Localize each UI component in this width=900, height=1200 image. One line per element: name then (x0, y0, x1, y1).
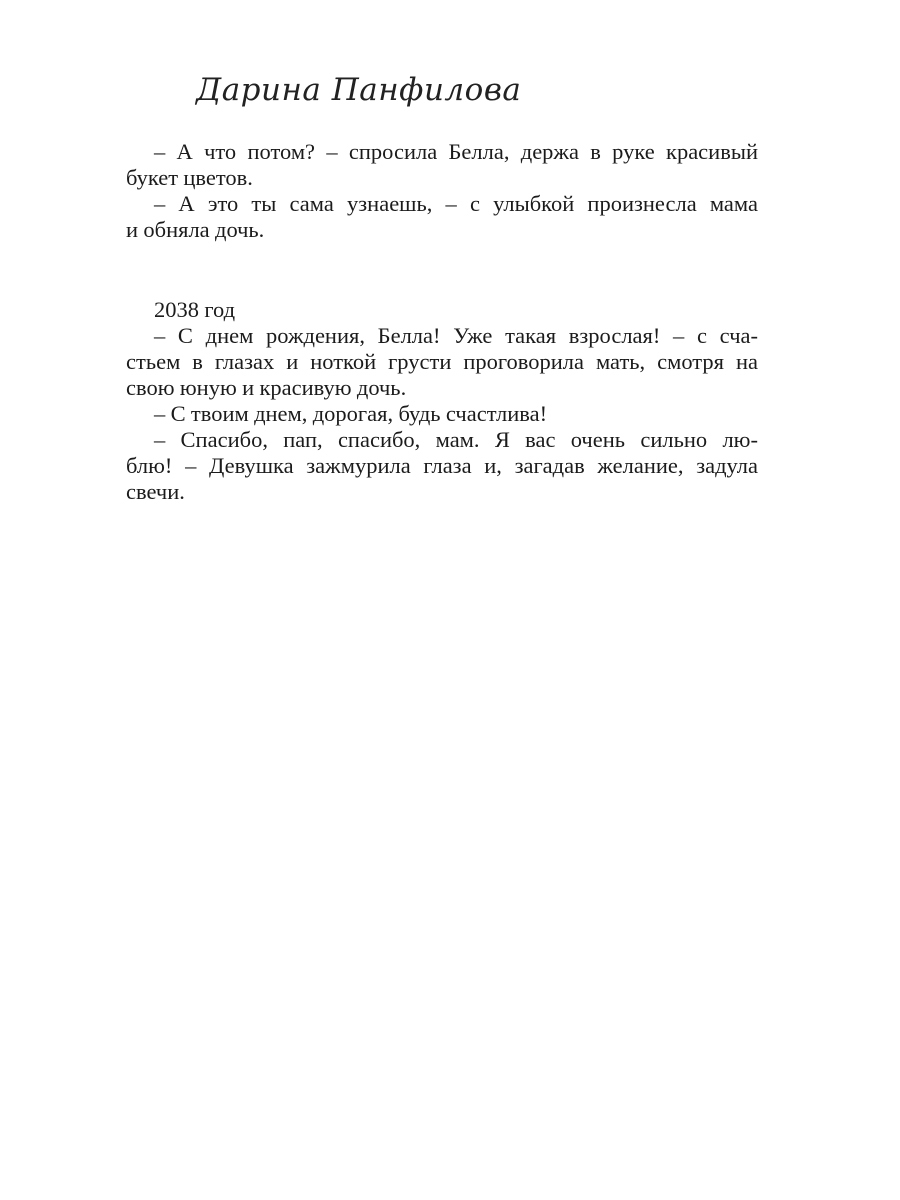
text-line: свою юную и красивую дочь. (126, 375, 407, 400)
running-head-author: Дарина Панфилова (196, 72, 522, 108)
text-line: – А это ты сама узнаешь, – с улыбкой произнесла мама (154, 191, 758, 216)
text-line: – Спасибо, пап, спасибо, мам. Я вас очень сильно лю- (154, 427, 758, 452)
text-block-dialogue-2 (126, 297, 758, 505)
section-date: 2038 год (154, 297, 236, 322)
text-line: блю! – Девушка зажмурила глаза и, загадав желание, задула (126, 453, 758, 478)
text-line: – С твоим днем, дорогая, будь счастлива! (154, 401, 548, 426)
text-line: – С днем рождения, Белла! Уже такая взрослая! – с сча- (154, 323, 758, 348)
text-line: стьем в глазах и ноткой грусти проговорила мать, смотря на (126, 349, 758, 374)
text-line: свечи. (126, 479, 185, 504)
text-line: и обняла дочь. (126, 217, 265, 242)
text-line: – А что потом? – спросила Белла, держа в руке красивый (154, 139, 758, 164)
text-block-dialogue-1 (126, 139, 758, 243)
text-line: букет цветов. (126, 165, 253, 190)
